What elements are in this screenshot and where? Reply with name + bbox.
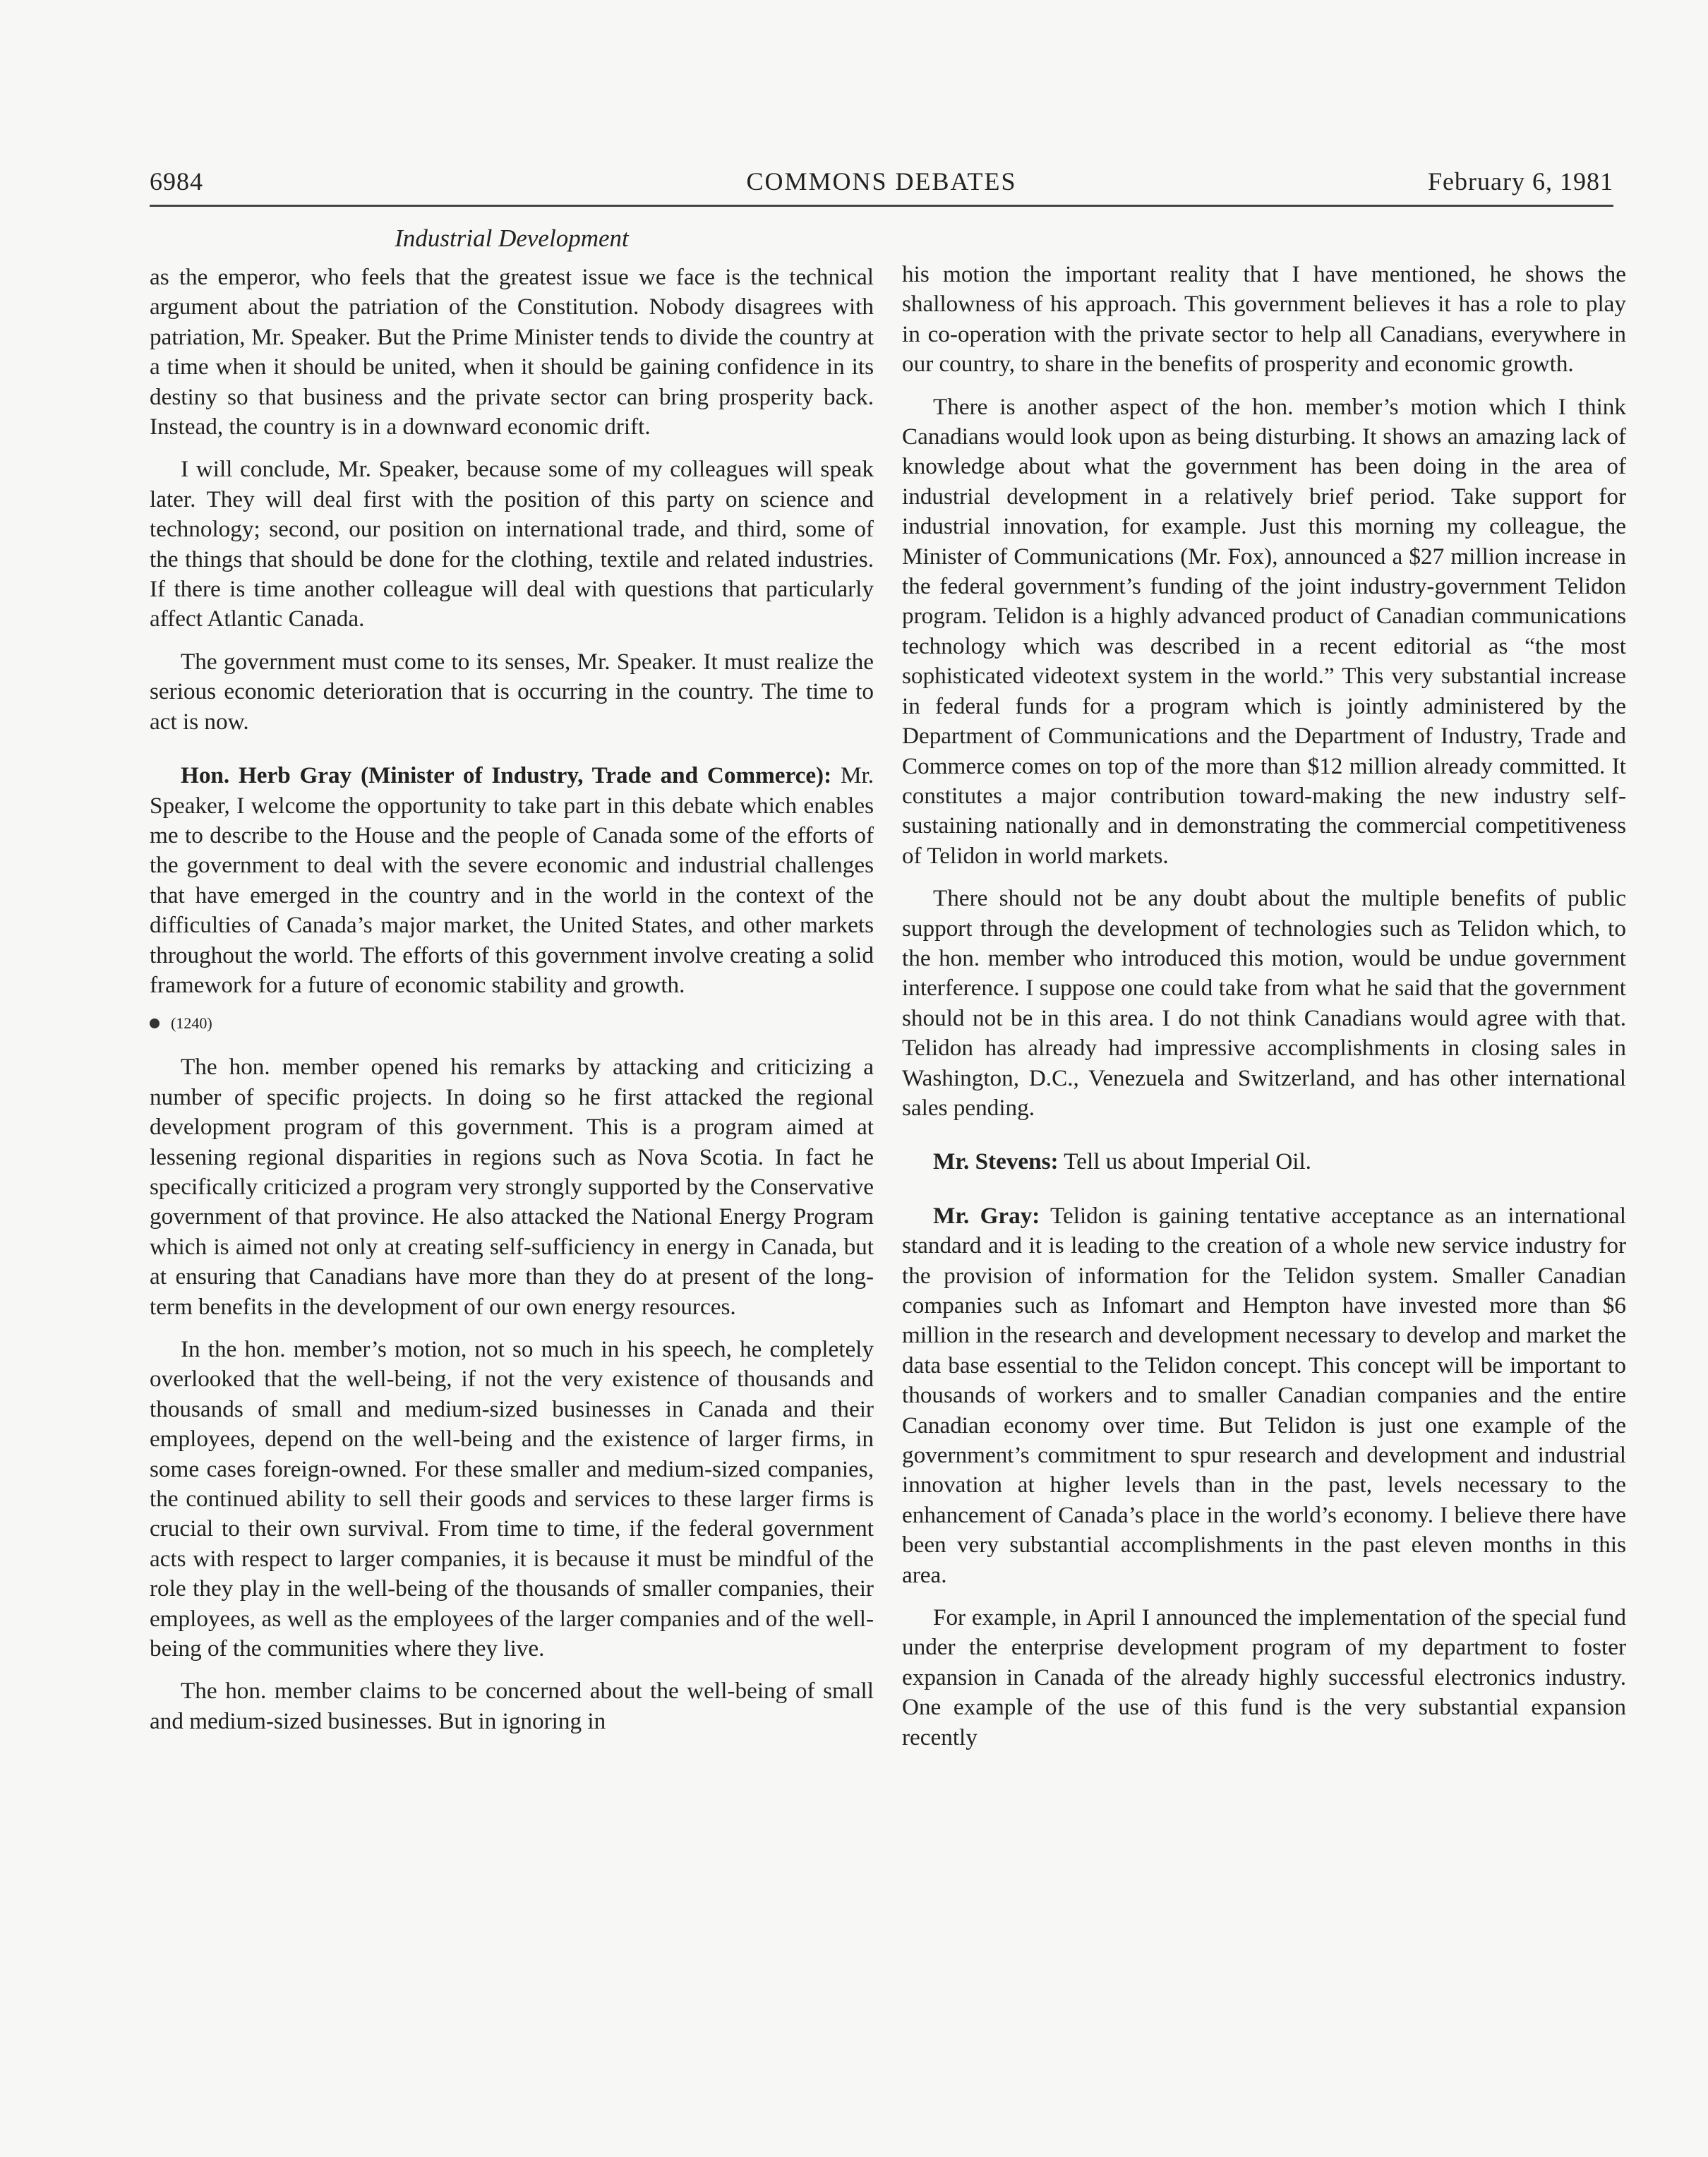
paragraph: The hon. member opened his remarks by attacking and criticizing a number of specific projects. In doing so he first attacked the regional development program of this government. This is a program aimed at lessening regional disparities in regions such as Nova Scotia. In fact he specifically criticized a program very strongly supported by the Conservative government of that province. He also attacked the National Energy Program which is aimed not only at creating self-sufficiency in energy in Canada, but at ensuring that Canadians have more than they do at present of the long-term benefits in the development of our own energy resources.: [150, 1054, 874, 1320]
spacer: [902, 1190, 1626, 1201]
paragraph: The hon. member claims to be concerned about the well-being of small and medium-sized businesses. But in ignoring in: [150, 1678, 874, 1734]
spacer: [150, 750, 874, 761]
speech-text: Telidon is gaining tentative acceptance as an international standard and it is leading to the creation of a whole new service industry for the provision of information for the Telidon system. Smaller Canadian companies such as Infomart and Hempton have invested more than $6 million in the research and development necessary to develop and market the data base essential to the Telidon concept. This concept will be important to thousands of workers and to smaller Canadian companies and the entire Canadian economy over time. But Telidon is just one example of the government’s commitment to spur research and development and industrial innovation at higher levels than in the past, levels necessary to the enhancement of Canada’s place in the world’s economy. I believe there have been very substantial accomplishments in the past eleven months in this area.: [902, 1202, 1626, 1588]
paragraph: There should not be any doubt about the multiple benefits of public support through the development of technologies such as Telidon which, to the hon. member who introduced this motion, would be undue government interference. I suppose one could take from what he said that the government should not be in this area. I do not think Canadians would agree with that. Telidon has already had impressive accomplishments in closing sales in Washington, D.C., Venezuela and Switzerland, and has other international sales pending.: [902, 885, 1626, 1121]
time-marker-text: (1240): [171, 1014, 212, 1033]
bullet-icon: [150, 1019, 160, 1028]
journal-title: COMMONS DEBATES: [746, 167, 1017, 196]
left-column: [150, 263, 874, 1749]
page-header: [150, 167, 1613, 202]
header-divider: [150, 205, 1613, 207]
paragraph: The government must come to its senses, Mr. Speaker. It must realize the serious economic deterioration that is occurring in the country. The time to act is now.: [150, 648, 874, 735]
section-title: Industrial Development: [395, 224, 629, 252]
right-column: [902, 260, 1626, 1765]
speech-paragraph: [902, 1147, 1626, 1177]
paragraph: as the emperor, who feels that the greatest issue we face is the technical argument about the patriation of the Constitution. Nobody disagrees with patriation, Mr. Speaker. But the Prime Minister tends to divide the country at a time when it should be united, when it should be gaining confidence in its destiny so that business and the private sector can bring prosperity back. Instead, the country is in a downward economic drift.: [150, 264, 874, 440]
spacer: [902, 1136, 1626, 1147]
speech-text: Tell us about Imperial Oil.: [1058, 1148, 1311, 1175]
speech-text: Mr. Speaker, I welcome the opportunity to take part in this debate which enables me to describe to the House and the people of Canada some of the efforts of the government to deal with the severe economic and industrial challenges that have emerged in the country and in the world in the context of the difficulties of Canada’s major market, the United States, and other markets throughout the world. The efforts of this government involve creating a solid framework for a future of economic stability and growth.: [150, 762, 874, 998]
speaker-name: Mr. Gray:: [933, 1202, 1040, 1229]
paragraph: I will conclude, Mr. Speaker, because some of my colleagues will speak later. They will deal first with the position of this party on science and technology; second, our position on international trade, and third, some of the things that should be done for the clothing, textile and related industries. If there is time another colleague will deal with questions that particularly affect Atlantic Canada.: [150, 456, 874, 632]
paragraph: his motion the important reality that I have mentioned, he shows the shallowness of his approach. This government believes it has a role to play in co-operation with the private sector to help all Canadians, everywhere in our country, to share in the benefits of prosperity and economic growth.: [902, 261, 1626, 378]
paragraph: For example, in April I announced the implementation of the special fund under the enterprise development program of my department to foster expansion in Canada of the already highly successful electronics industry. One example of the use of this fund is the very substantial expansion recently: [902, 1604, 1626, 1750]
speech-paragraph: [150, 761, 874, 1000]
paragraph: In the hon. member’s motion, not so much in his speech, he completely overlooked that the well-being, if not the very existence of thousands and thousands of small and medium-sized businesses in Canada and their employees, depend on the well-being and the existence of larger firms, in some cases foreign-owned. For these smaller and medium-sized companies, the continued ability to sell their goods and services to these larger firms is crucial to their own survival. From time to time, if the federal government acts with respect to larger companies, it is because it must be mindful of the role they play in the well-being of the thousands of smaller companies, their employees, as well as the employees of the larger companies and of the well-being of the communities where they live.: [150, 1336, 874, 1662]
speech-paragraph: [902, 1201, 1626, 1590]
speaker-name: Mr. Stevens:: [933, 1148, 1059, 1175]
paragraph: There is another aspect of the hon. member’s motion which I think Canadians would look upon as being disturbing. It shows an amazing lack of knowledge about what the government has been doing in the area of industrial development in a relatively brief period. Take support for industrial innovation, for example. Just this morning my colleague, the Minister of Communications (Mr. Fox), announced a $27 million increase in the federal government’s funding of the joint industry-government Telidon program. Telidon is a highly advanced product of Canadian communications technology which was described in a recent editorial as “the most sophisticated videotext system in the world.” This very substantial increase in federal funds for a program which is jointly administered by the Department of Communications and the Department of Industry, Trade and Commerce comes on top of the more than $12 million already committed. It constitutes a major contribution toward-making the new industry self-sustaining nationally and in demonstrating the commercial competitiveness of Telidon in world markets.: [902, 393, 1626, 869]
page-number: 6984: [150, 167, 203, 196]
time-marker: [150, 1013, 874, 1034]
speaker-name: Hon. Herb Gray (Minister of Industry, Trade and Commerce):: [181, 762, 832, 789]
header-date: February 6, 1981: [1428, 167, 1613, 196]
